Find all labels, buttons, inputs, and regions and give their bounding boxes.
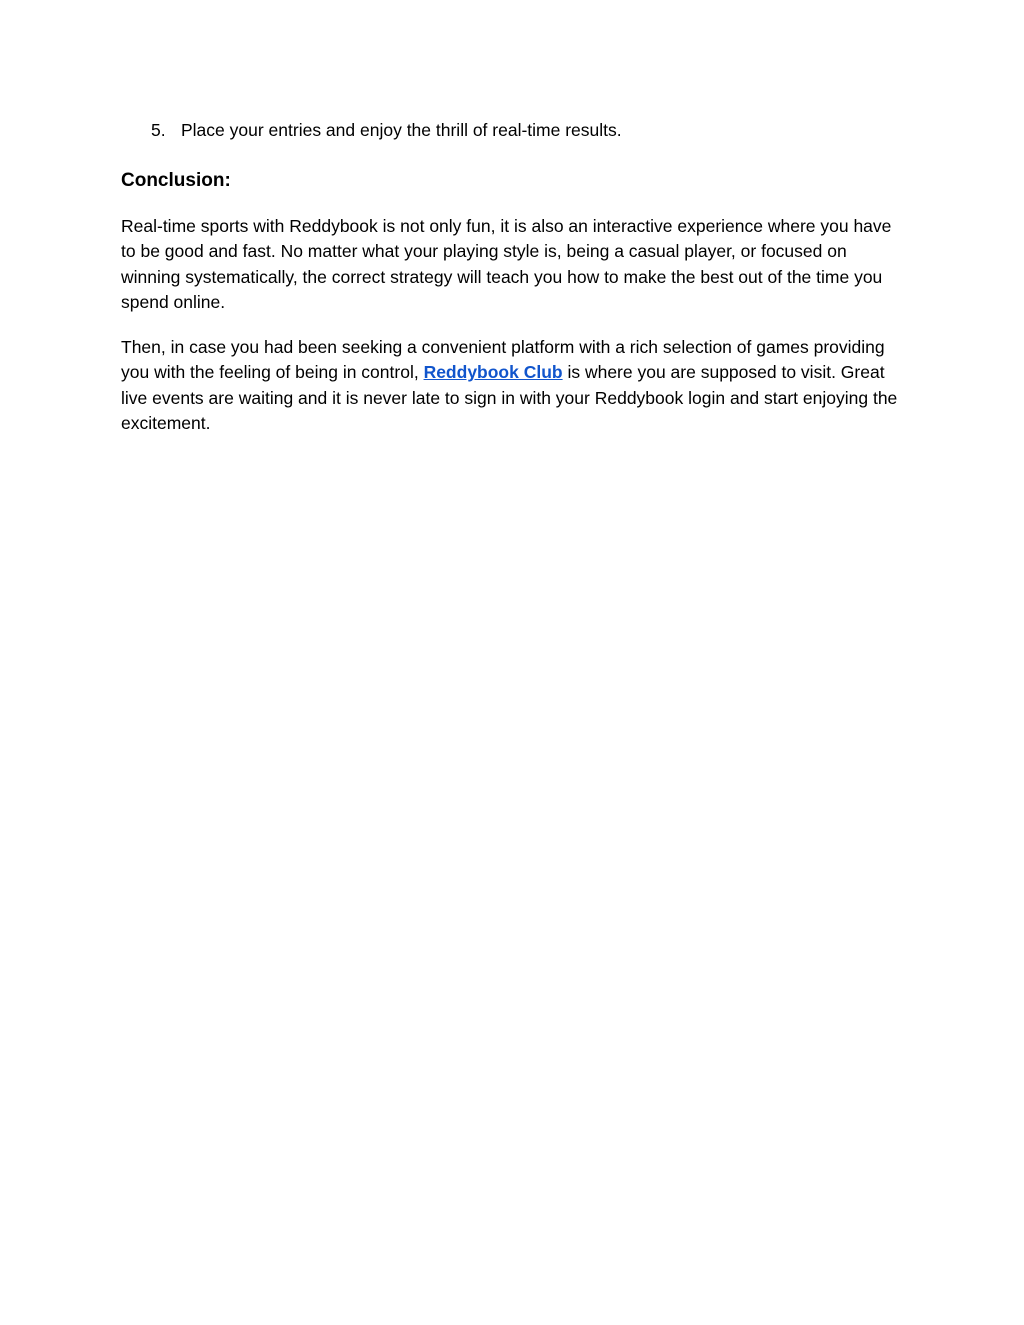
reddybook-club-link[interactable]: Reddybook Club (423, 362, 563, 383)
conclusion-heading: Conclusion: (121, 170, 231, 191)
paragraph-2-text-after-link: is where you are supposed to visit. Great live events are waiting and it is never late to sign in with your Reddybook login and start enjoying the excitement. (121, 362, 898, 434)
list-item (151, 118, 903, 143)
conclusion-paragraph-1: Real-time sports with Reddybook is not only fun, it is also an interactive experience where you have to be good and fast. No matter what your playing style is, being a casual player, or focused on winning systematically, the correct strategy will teach you how to make the best out of the time you spend online. (121, 216, 892, 312)
list-item-text: Place your entries and enjoy the thrill of real-time results. (181, 120, 622, 140)
conclusion-paragraph-2 (121, 335, 903, 436)
document-content (121, 118, 903, 436)
list-item-number: 5. (151, 120, 166, 140)
paragraph-2-text-before-link: Then, in case you had been seeking a convenient platform with a rich selection of games providing you with the feeling of being in control, (121, 337, 885, 383)
